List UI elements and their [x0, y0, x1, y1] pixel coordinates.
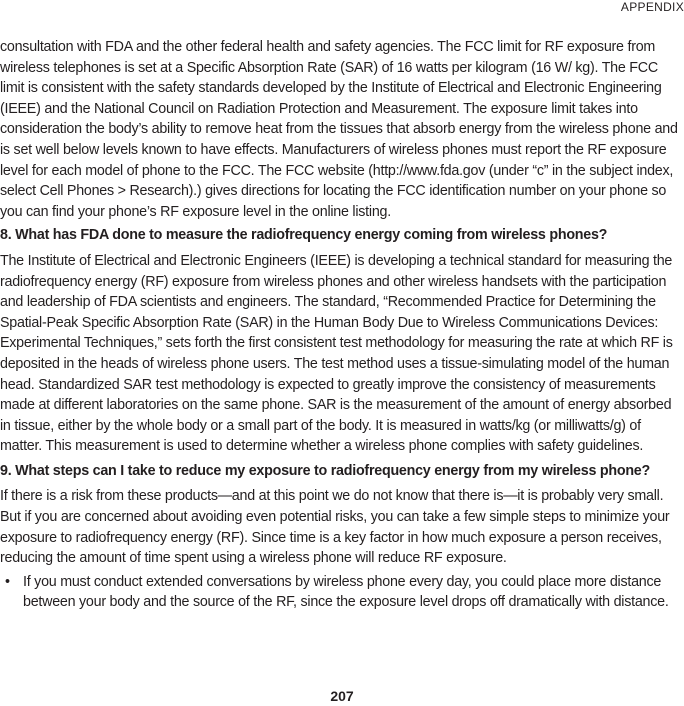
- question-9-heading: 9. What steps can I take to reduce my exposure to radiofrequency energy from my wireless phone?: [0, 462, 650, 479]
- intro-paragraph: consultation with FDA and the other federal health and safety agencies. The FCC limit for RF exposure from wireless telephones is set at a Specific Absorption Rate (SAR) of 16 watts per kilogram (16 W/ kg). The FCC limit is consistent with the safety standards developed by the Institute of Electrical and Electronic Engineering (IEEE) and the National Council on Radiation Protection and Measurement. The exposure limit takes into consideration the body’s ability to remove heat from the tissues that absorb energy from the wireless phone and is set well below levels known to have effects. Manufacturers of wireless phones must report the RF exposure level for each model of phone to the FCC. The FCC website (http://www.fda.gov (under “c” in the subject index, select Cell Phones > Research).) gives directions for locating the FCC identification number on your phone so you can find your phone’s RF exposure level in the online listing.: [0, 39, 678, 220]
- question-8-heading: 8. What has FDA done to measure the radiofrequency energy coming from wireless phones?: [0, 227, 608, 244]
- page-number: 207: [330, 688, 354, 704]
- bullet-icon: •: [5, 573, 10, 590]
- page-body: [0, 37, 684, 613]
- running-head-section: APPENDIX: [620, 0, 684, 14]
- list-item-text: If you must conduct extended conversations by wireless phone every day, you could place more distance between your body and the source of the RF, since the exposure level drops off dramatically with distance.: [23, 573, 669, 611]
- list-item: [0, 572, 684, 613]
- question-9-answer: If there is a risk from these products—and at this point we do not know that there is—it is probably very small. But if you are concerned about avoiding even potential risks, you can take a few simple steps to minimize your exposure to radiofrequency energy (RF). Since time is a key factor in how much exposure a person receives, reducing the amount of time spent using a wireless phone will reduce RF exposure.: [0, 488, 670, 567]
- question-8-answer: The Institute of Electrical and Electronic Engineers (IEEE) is developing a technical standard for measuring the radiofrequency energy (RF) exposure from wireless phones and other wireless handsets with the participation and leadership of FDA scientists and engineers. The standard, “Recommended Practice for Determining the Spatial-Peak Specific Absorption Rate (SAR) in the Human Body Due to Wireless Communications Devices: Experimental Techniques,” sets forth the first consistent test methodology for measuring the rate at which RF is deposited in the heads of wireless phone users. The test method uses a tissue-simulating model of the human head. Standardized SAR test methodology is expected to greatly improve the consistency of measurements made at different laboratories on the same phone. SAR is the measurement of the amount of energy absorbed in tissue, either by the whole body or a small part of the body. It is measured in watts/kg (or milliwatts/g) of matter. This measurement is used to determine whether a wireless phone complies with safety guidelines.: [0, 252, 673, 455]
